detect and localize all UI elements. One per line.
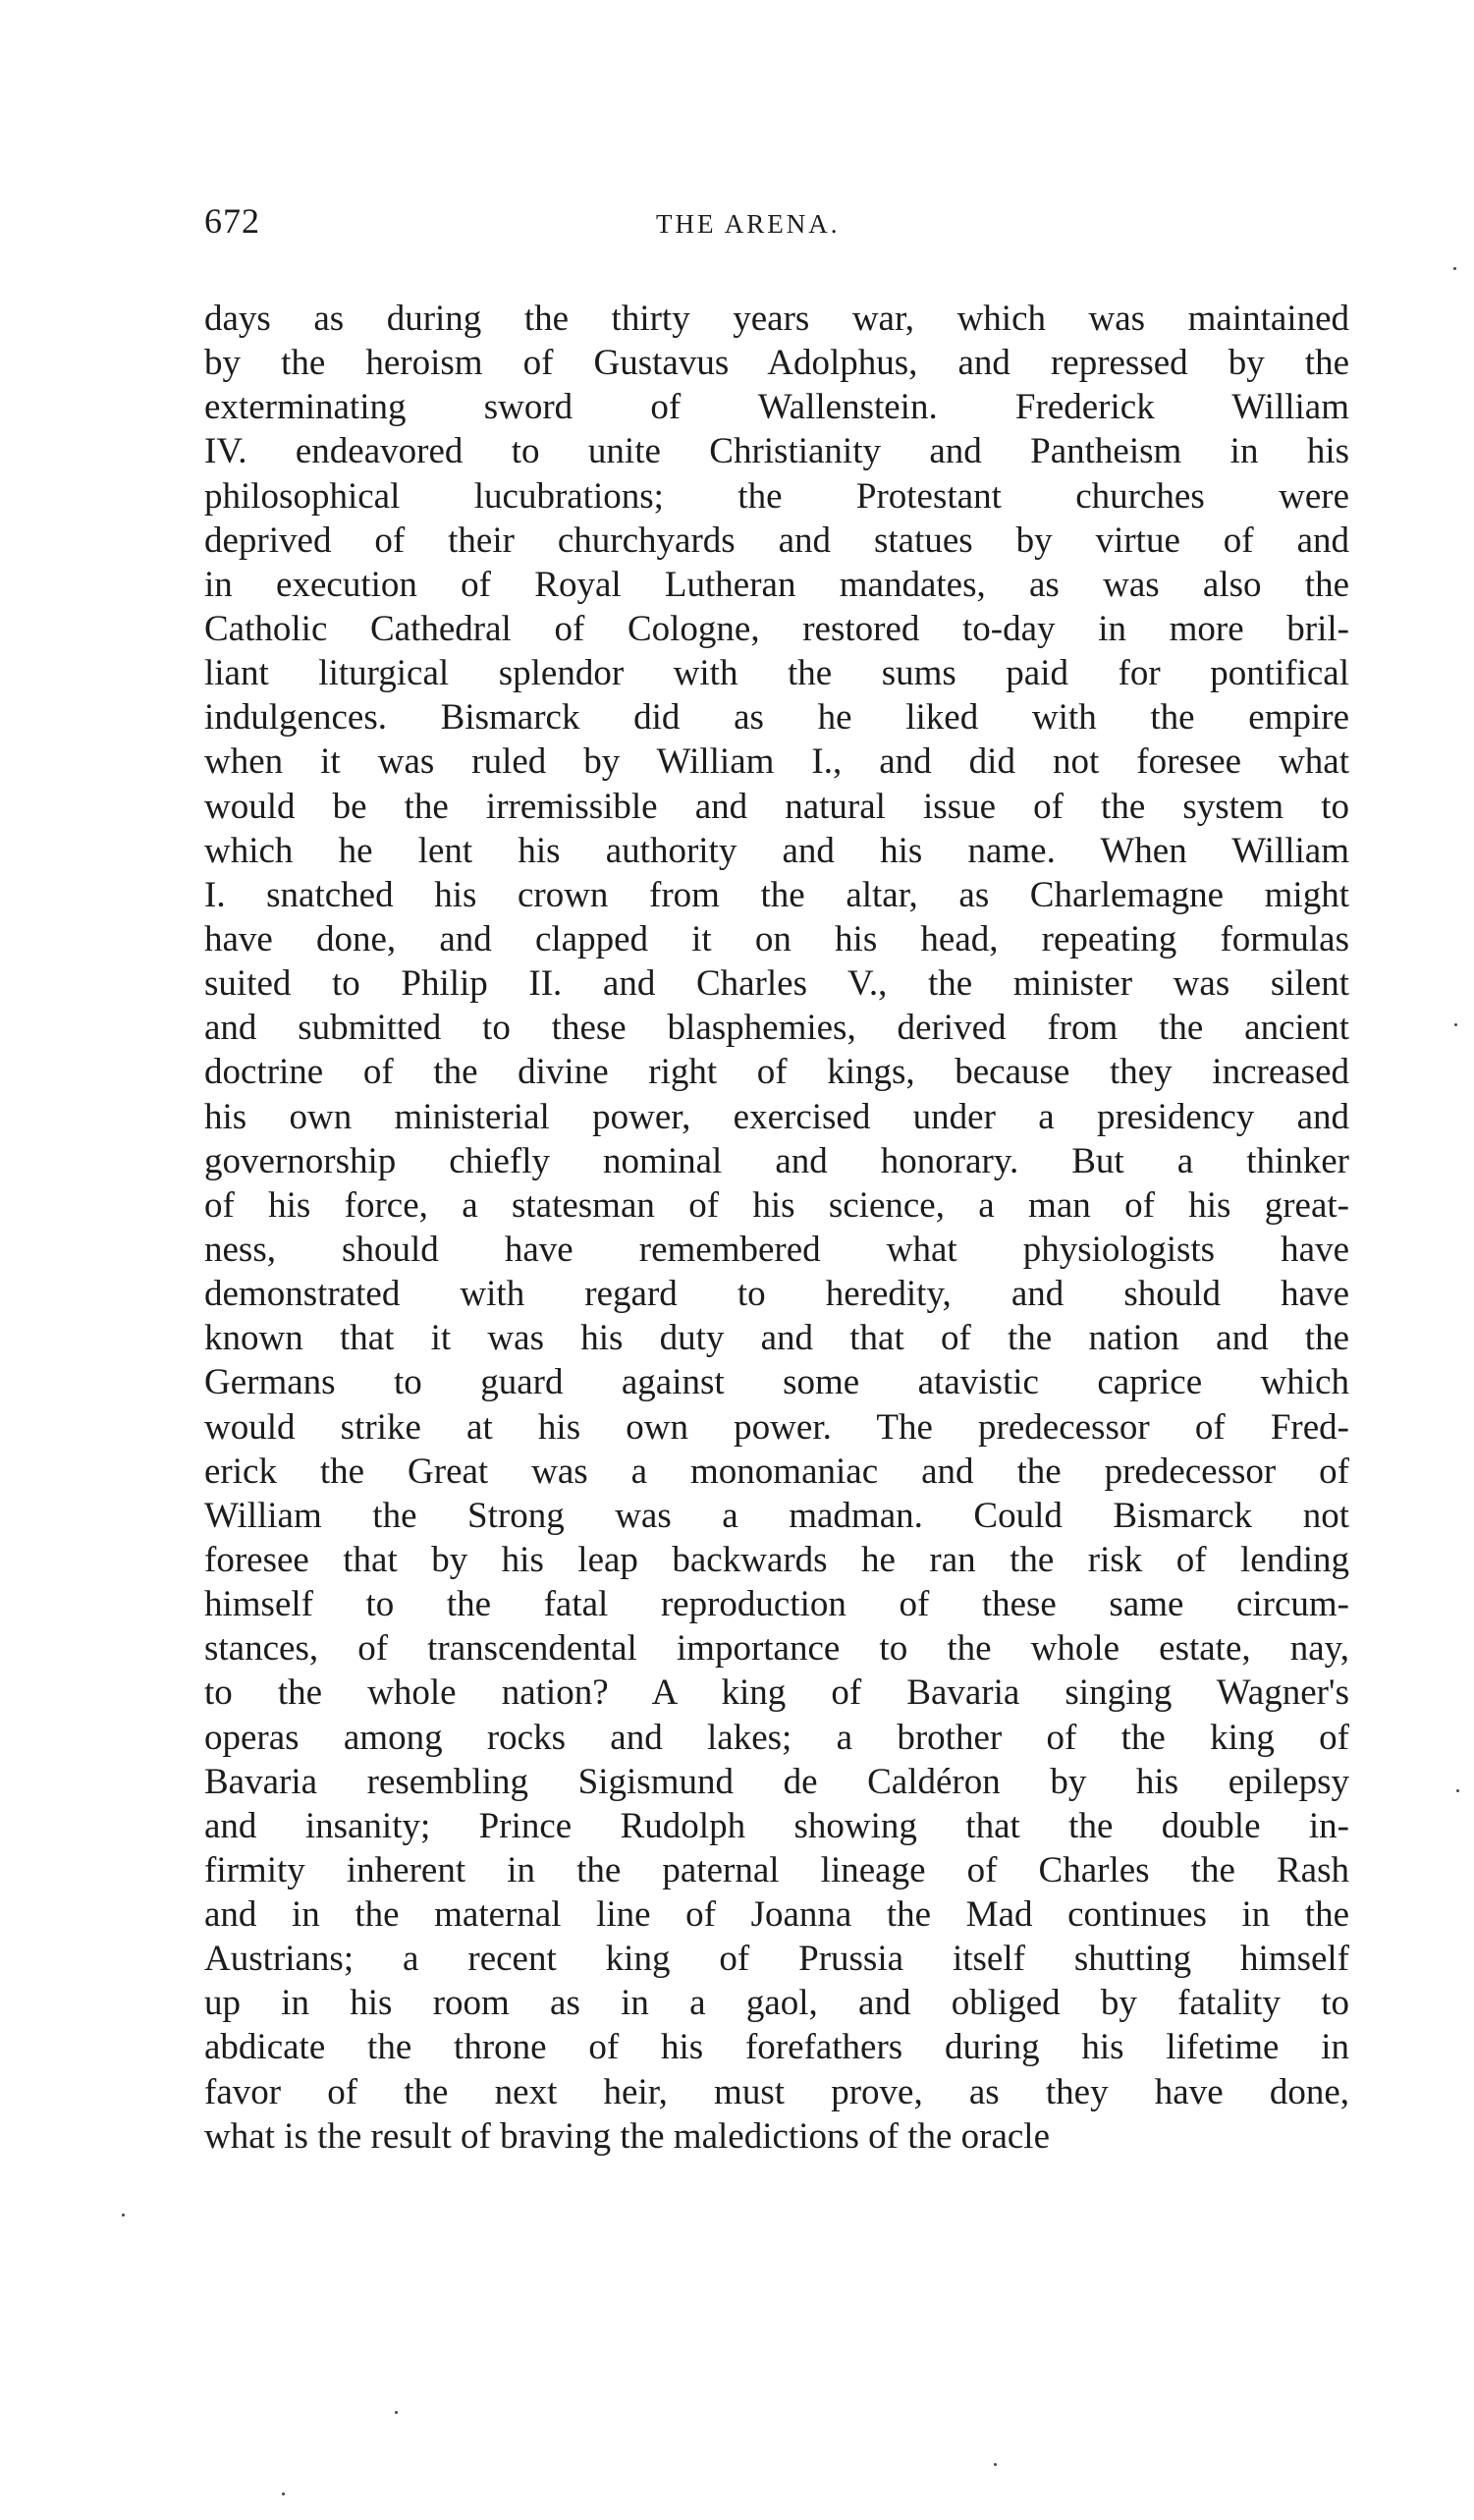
text-line: have done, and clapped it on his head, repeating formulas: [204, 918, 1349, 959]
text-line: known that it was his duty and that of the nation and the: [204, 1318, 1349, 1359]
text-line: which he lent his authority and his name. When William: [204, 830, 1349, 871]
text-line: William the Strong was a madman. Could Bismarck not: [204, 1495, 1349, 1536]
text-line: when it was ruled by William I., and did not foresee what: [204, 741, 1349, 783]
scan-speck: [122, 2214, 125, 2217]
text-line: stances, of transcendental importance to the whole estate, nay,: [204, 1628, 1349, 1670]
body-text: [204, 297, 1349, 2159]
text-line: firmity inherent in the paternal lineage of Charles the Rash: [204, 1849, 1349, 1890]
text-line: up in his room as in a gaol, and obliged by fatality to: [204, 1983, 1349, 2024]
page-number: 672: [204, 201, 260, 241]
scan-speck: [994, 2463, 997, 2466]
text-line: Germans to guard against some atavistic caprice which: [204, 1362, 1349, 1403]
text-line: to the whole nation? A king of Bavaria singing Wagner's: [204, 1672, 1349, 1714]
text-line: by the heroism of Gustavus Adolphus, and repressed by the: [204, 343, 1349, 384]
text-line: indulgences. Bismarck did as he liked with the empire: [204, 697, 1349, 739]
text-line: operas among rocks and lakes; a brother of the king of: [204, 1717, 1349, 1758]
text-line: Catholic Cathedral of Cologne, restored to-day in more bril-: [204, 608, 1349, 649]
text-line: and in the maternal line of Joanna the Mad continues in the: [204, 1894, 1349, 1936]
text-line: in execution of Royal Lutheran mandates, as was also the: [204, 564, 1349, 605]
text-line: I. snatched his crown from the altar, as Charlemagne might: [204, 874, 1349, 915]
text-line: himself to the fatal reproduction of these same circum-: [204, 1584, 1349, 1625]
text-line: philosophical lucubrations; the Protestant churches were: [204, 475, 1349, 517]
text-line: Bavaria resembling Sigismund de Caldéron by his epilepsy: [204, 1761, 1349, 1802]
scan-speck: [395, 2411, 398, 2414]
scan-speck: [282, 2493, 285, 2495]
text-line: of his force, a statesman of his science, a man of his great-: [204, 1184, 1349, 1226]
journal-title: THE ARENA.: [656, 209, 841, 239]
text-line: governorship chiefly nominal and honorary. But a thinker: [204, 1140, 1349, 1181]
text-line: days as during the thirty years war, which was maintained: [204, 299, 1349, 339]
text-line: his own ministerial power, exercised under a presidency and: [204, 1096, 1349, 1137]
text-line: erick the Great was a monomaniac and the predecessor of: [204, 1451, 1349, 1492]
scan-speck: [1453, 267, 1456, 270]
scan-speck: [1456, 1789, 1459, 1792]
text-line: IV. endeavored to unite Christianity and Pantheism in his: [204, 431, 1349, 472]
running-head: [204, 200, 1353, 249]
text-line: exterminating sword of Wallenstein. Frederick William: [204, 387, 1349, 428]
text-line: liant liturgical splendor with the sums paid for pontifical: [204, 653, 1349, 694]
text-line: and submitted to these blasphemies, derived from the ancient: [204, 1008, 1349, 1049]
text-line: Austrians; a recent king of Prussia itself shutting himself: [204, 1939, 1349, 1980]
text-line: what is the result of braving the maledictions of the oracle: [204, 2115, 1051, 2157]
text-line: abdicate the throne of his forefathers during his lifetime in: [204, 2027, 1349, 2068]
text-line: suited to Philip II. and Charles V., the minister was silent: [204, 963, 1349, 1005]
text-line: ness, should have remembered what physiologists have: [204, 1229, 1349, 1270]
text-line: foresee that by his leap backwards he ran the risk of lending: [204, 1539, 1349, 1580]
scan-speck: [1454, 1023, 1457, 1026]
text-line: demonstrated with regard to heredity, and should have: [204, 1274, 1349, 1315]
text-line: doctrine of the divine right of kings, because they increased: [204, 1052, 1349, 1093]
text-line: deprived of their churchyards and statues by virtue of and: [204, 520, 1349, 561]
text-line: favor of the next heir, must prove, as they have done,: [204, 2071, 1349, 2112]
text-line: and insanity; Prince Rudolph showing that the double in-: [204, 1805, 1349, 1846]
text-line: would strike at his own power. The predecessor of Fred-: [204, 1406, 1349, 1448]
text-line: would be the irremissible and natural issue of the system to: [204, 786, 1349, 827]
